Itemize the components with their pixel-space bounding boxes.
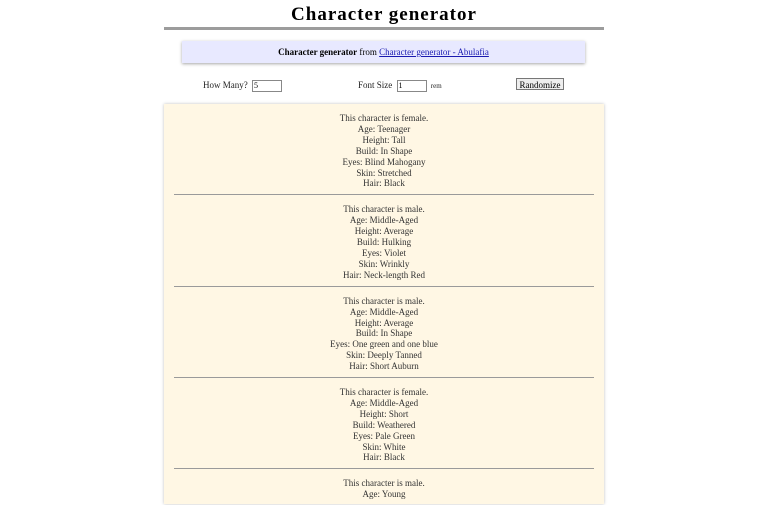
font-size-unit: rem [430, 82, 442, 90]
results-panel [164, 104, 604, 504]
character-height: Height: Average [354, 226, 414, 237]
character-hair: Hair: Neck-length Red [343, 269, 425, 280]
character-height: Height: Short [359, 408, 409, 419]
character-age: Age: Middle-Aged [349, 306, 419, 317]
banner-title: Character generator [278, 47, 358, 57]
character-card [174, 195, 594, 286]
character-gender: This character is male. [343, 295, 425, 306]
character-skin: Skin: Deeply Tanned [346, 350, 422, 361]
character-age: Age: Teenager [357, 123, 411, 134]
page-title: Character generator [291, 4, 477, 25]
character-build: Build: In Shape [355, 145, 413, 156]
character-height: Height: Tall [362, 134, 406, 145]
font-size-control [358, 78, 442, 93]
character-gender: This character is male. [343, 204, 425, 215]
character-skin: Skin: Stretched [356, 167, 412, 178]
character-eyes: Eyes: One green and one blue [330, 339, 438, 350]
character-card [174, 378, 594, 469]
font-size-input[interactable] [397, 80, 427, 92]
character-gender: This character is female. [339, 113, 429, 123]
banner-from-text: from [359, 47, 377, 57]
title-divider [164, 27, 604, 30]
character-build: Build: Weathered [352, 419, 416, 430]
character-gender: This character is female. [339, 387, 429, 398]
character-hair: Hair: Short Auburn [349, 361, 419, 372]
character-build: Build: Hulking [356, 237, 412, 248]
randomize-button[interactable]: Randomize [516, 78, 564, 90]
character-eyes: Eyes: Pale Green [353, 430, 415, 441]
character-hair: Hair: Black [363, 452, 405, 463]
character-card [174, 469, 594, 505]
how-many-label: How Many? [203, 80, 248, 90]
character-height: Height: Average [354, 317, 414, 328]
controls-bar [0, 78, 768, 92]
how-many-control [203, 78, 282, 92]
character-skin: Skin: White [362, 441, 406, 452]
character-eyes: Eyes: Blind Mahogany [342, 156, 426, 167]
character-age: Age: Middle-Aged [349, 215, 419, 226]
character-hair: Hair: Black [363, 178, 405, 189]
font-size-label: Font Size [358, 80, 393, 90]
character-age: Age: Young [362, 489, 406, 500]
source-link[interactable]: Character generator - Abulafia [379, 47, 489, 57]
how-many-input[interactable] [252, 80, 282, 92]
character-eyes: Eyes: Violet [361, 247, 407, 258]
character-age: Age: Middle-Aged [349, 397, 419, 408]
character-card [174, 287, 594, 378]
character-skin: Skin: Wrinkly [358, 258, 410, 269]
character-card [174, 104, 594, 195]
character-gender: This character is male. [343, 478, 425, 489]
source-banner [182, 41, 585, 63]
character-build: Build: In Shape [355, 328, 413, 339]
